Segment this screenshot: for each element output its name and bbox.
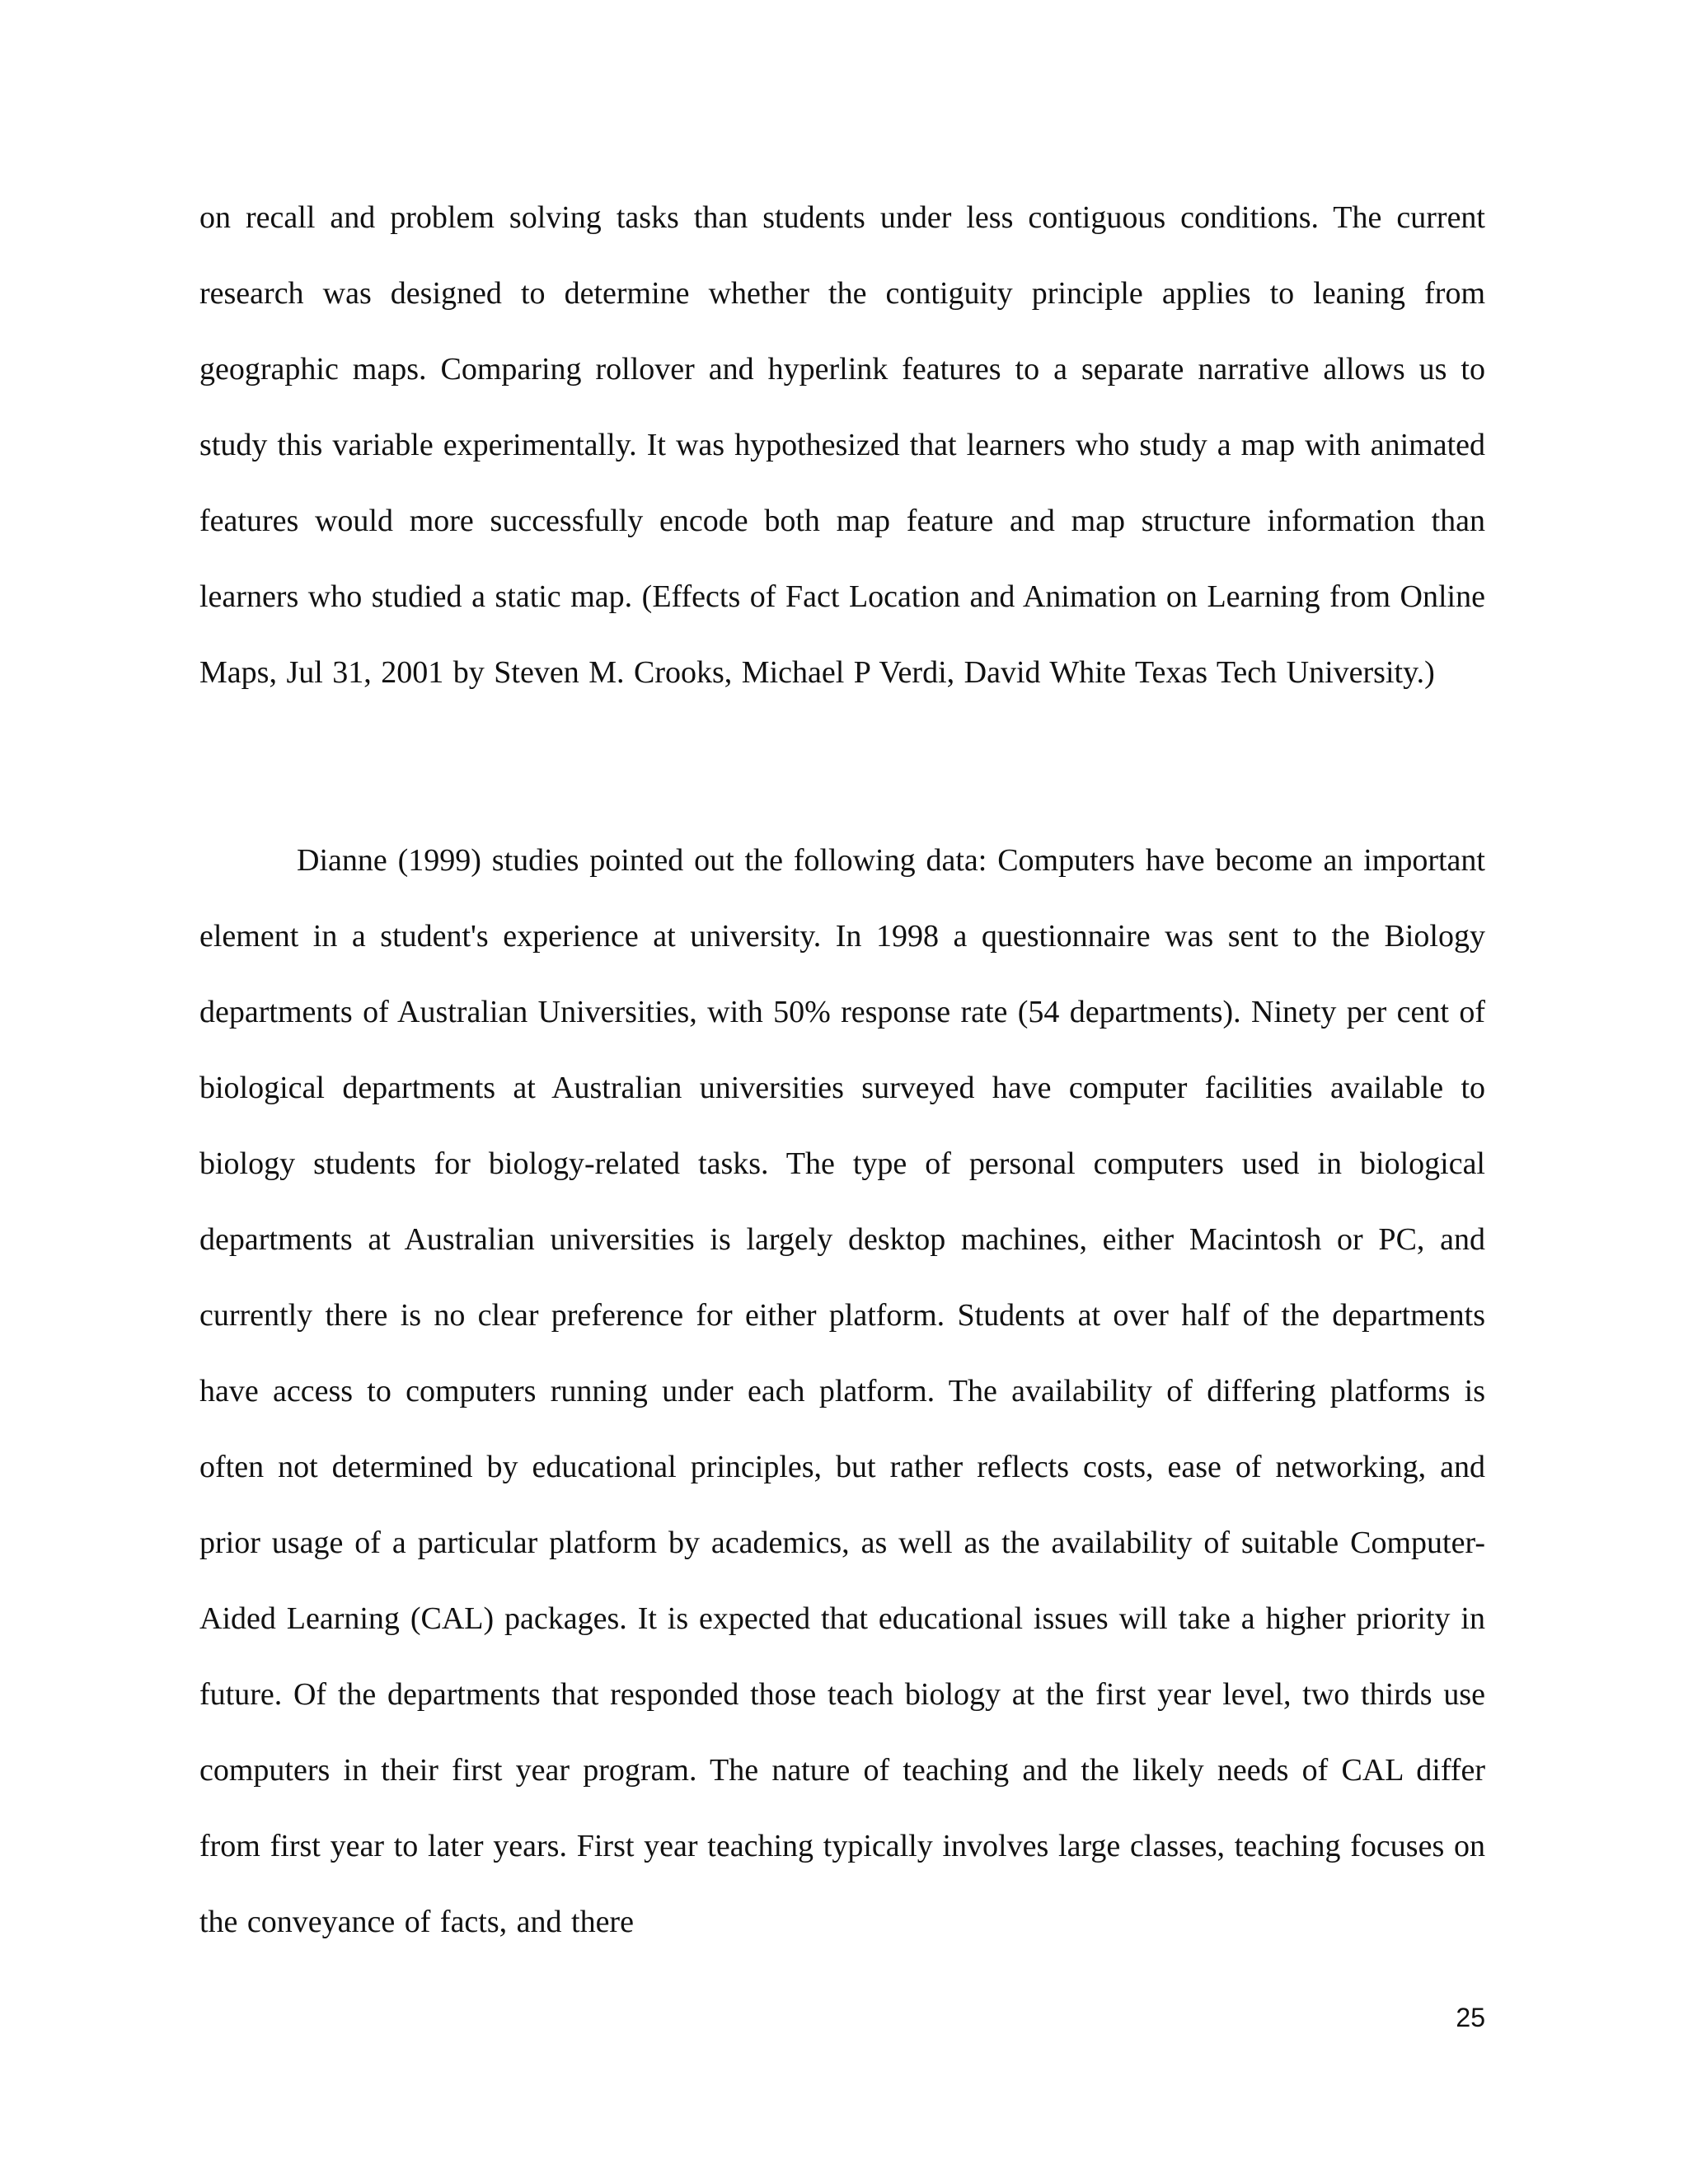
paragraph-continuation: on recall and problem solving tasks than students under less contiguous conditions. The current research was designed to determine whether the contiguity principle applies to leaning from geographic maps. Comparing rollover and hyperlink features to a separate narrative allows us to study this variable experimentally. It was hypothesized that learners who study a map with animated features would more successfully encode both map feature and map structure information than learners who studied a static map. (Effects of Fact Location and Animation on Learning from Online Maps, Jul 31, 2001 by Steven M. Crooks, Michael P Verdi, David White Texas Tech University.) [199,200,1485,690]
paragraph-dianne-study: Dianne (1999) studies pointed out the following data: Computers have become an important element in a student's experience at university. In 1998 a questionnaire was sent to the Biology departments of Australian Universities, with 50% response rate (54 departments). Ninety per cent of biological departments at Australian universities surveyed have computer facilities available to biology students for biology-related tasks. The type of personal computers used in biological departments at Australian universities is largely desktop machines, either Macintosh or PC, and currently there is no clear preference for either platform. Students at over half of the departments have access to computers running under each platform. The availability of differing platforms is often not determined by educational principles, but rather reflects costs, ease of networking, and prior usage of a particular platform by academics, as well as the availability of suitable Computer-Aided Learning (CAL) packages. It is expected that educational issues will take a higher priority in future. Of the departments that responded those teach biology at the first year level, two thirds use computers in their first year program. The nature of teaching and the likely needs of CAL differ from first year to later years. First year teaching typically involves large classes, teaching focuses on the conveyance of facts, and there [199,843,1485,1939]
page-number: 25 [1456,2003,1485,2032]
